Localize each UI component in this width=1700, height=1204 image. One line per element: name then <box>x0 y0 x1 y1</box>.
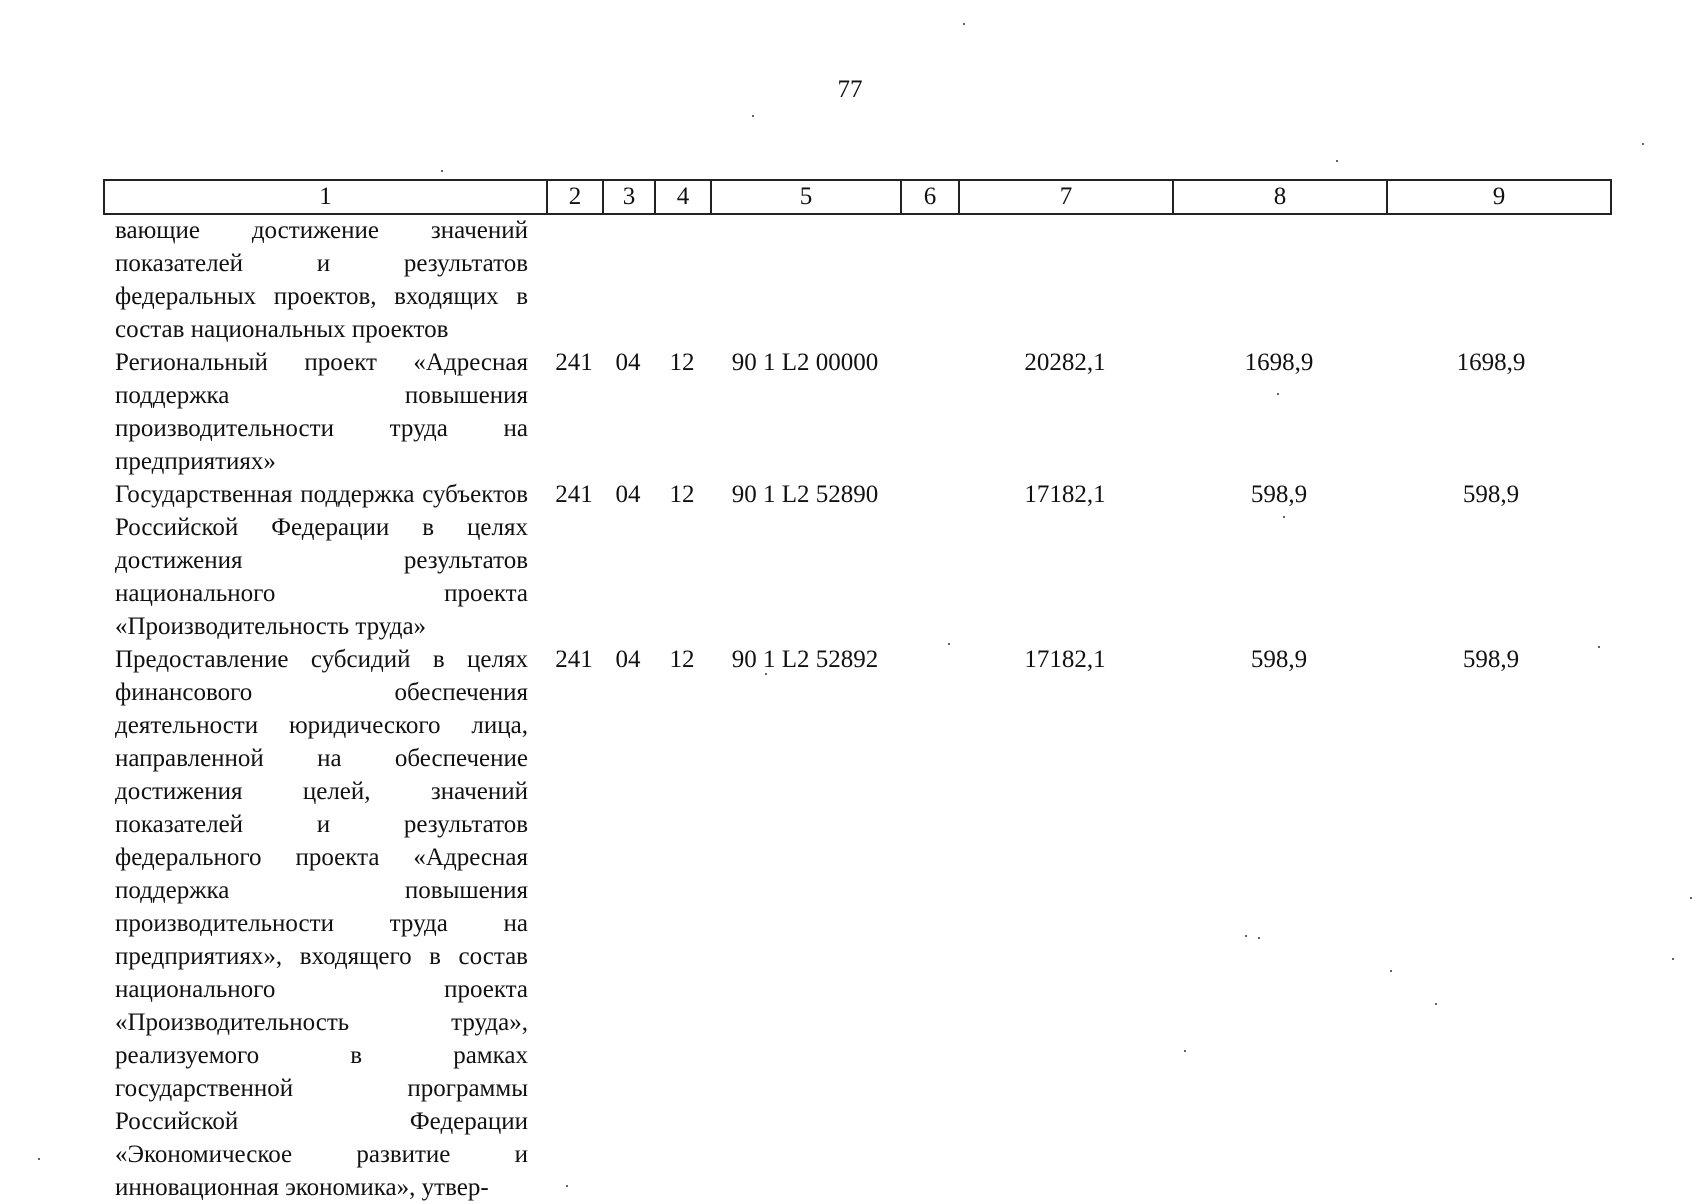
cell-col-3: 04 <box>615 349 641 376</box>
table-row <box>103 214 1610 346</box>
cell-col-5: 90 1 L2 00000 <box>731 349 879 376</box>
scan-speck <box>1277 393 1279 395</box>
cell-col-3: 04 <box>615 481 641 508</box>
table-row <box>103 478 1610 643</box>
cell-col-7: 17182,1 <box>1024 646 1106 673</box>
cell-col-4: 12 <box>669 349 695 376</box>
cell-col-8: 598,9 <box>1250 646 1308 673</box>
row-name: вающие достижение значений показателей и результатов федеральных проектов, входящих в состав национальных проектов <box>115 217 528 343</box>
cell-col-7: 20282,1 <box>1024 349 1106 376</box>
scan-speck <box>38 1158 40 1160</box>
cell-col-7: 17182,1 <box>1024 481 1106 508</box>
cell-col-3: 04 <box>615 646 641 673</box>
cell-col-8: 598,9 <box>1250 481 1308 508</box>
scan-speck <box>752 115 754 117</box>
cell-col-4: 12 <box>669 481 695 508</box>
scan-speck <box>1390 970 1392 972</box>
column-header-2: 2 <box>547 180 603 214</box>
row-name: Государственная поддержка субъектов Российской Федерации в целях достижения результатов национального проекта «Производительность труда» <box>115 481 528 640</box>
row-name: Региональный проект «Адресная поддержка повышения производительности труда на предприятиях» <box>115 349 528 475</box>
scan-speck <box>1336 160 1338 162</box>
cell-col-4: 12 <box>669 646 695 673</box>
column-header-3: 3 <box>603 180 655 214</box>
cell-col-9: 598,9 <box>1462 481 1520 508</box>
scan-speck <box>948 643 950 645</box>
column-header-4: 4 <box>655 180 711 214</box>
cell-col-2: 241 <box>555 481 593 508</box>
column-header-table <box>103 179 1612 215</box>
column-header-7: 7 <box>959 180 1173 214</box>
scan-speck <box>1283 516 1285 518</box>
scan-speck <box>1642 143 1644 145</box>
cell-col-5: 90 1 L2 52890 <box>731 481 879 508</box>
scan-speck <box>1184 1050 1186 1052</box>
cell-col-9: 598,9 <box>1462 646 1520 673</box>
scan-speck <box>441 170 443 172</box>
scan-speck <box>1598 646 1600 648</box>
page-number: 77 <box>837 76 863 103</box>
scan-speck <box>1690 897 1692 899</box>
scan-speck <box>1245 935 1247 937</box>
budget-table-body <box>103 214 1610 1204</box>
scan-speck <box>1258 937 1260 939</box>
scan-speck <box>765 673 767 675</box>
scan-speck <box>1435 1003 1437 1005</box>
column-header-1: 1 <box>104 180 547 214</box>
column-header-row <box>104 180 1611 214</box>
scan-speck <box>1672 958 1674 960</box>
cell-col-5: 90 1 L2 52892 <box>731 646 879 673</box>
scan-speck <box>566 1185 568 1187</box>
cell-col-2: 241 <box>555 646 593 673</box>
cell-col-2: 241 <box>555 349 593 376</box>
column-header-9: 9 <box>1387 180 1611 214</box>
column-header-5: 5 <box>711 180 901 214</box>
column-header-8: 8 <box>1173 180 1387 214</box>
table-row <box>103 346 1610 478</box>
table-row <box>103 643 1610 1204</box>
scan-speck <box>963 23 965 25</box>
row-name: Предоставление субсидий в целях финансового обеспечения деятельности юридического лица, направленной на обеспечение достижения целей, значений показателей и результатов федерального проекта «Адресная поддержка повышения производительности труда на предприятиях», входящего в состав национального проекта «Производительность труда», реализуемого в рамках государственной программы Российской Федерации «Экономическое развитие и инновационная экономика», утвер- <box>115 646 528 1201</box>
cell-col-9: 1698,9 <box>1456 349 1526 376</box>
cell-col-8: 1698,9 <box>1244 349 1314 376</box>
column-header-6: 6 <box>901 180 959 214</box>
